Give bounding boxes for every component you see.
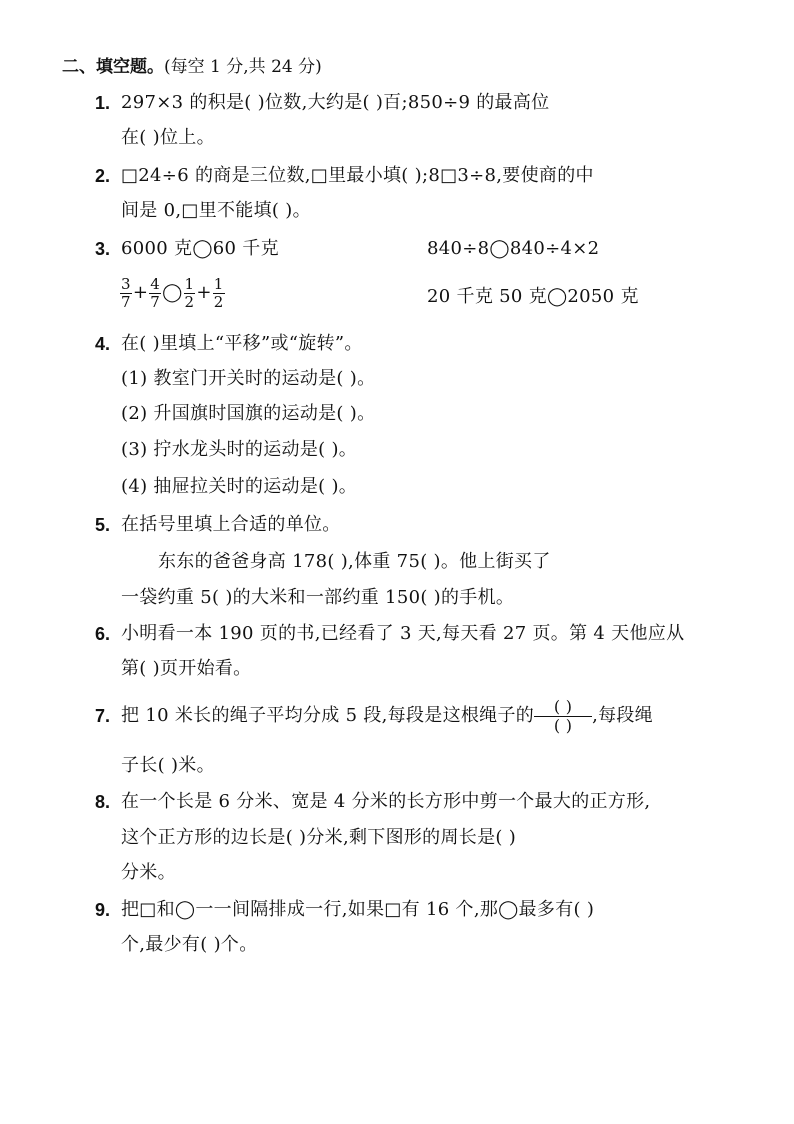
question-8-line-2: 这个正方形的边长是( )分米,剩下图形的周长是( ) [121,827,517,848]
question-number: 4. [95,334,111,354]
question-6-line-1: 小明看一本 190 页的书,已经看了 3 天,每天看 27 页。第 4 天他应从 [121,623,685,644]
question-6-line-2: 第( )页开始看。 [121,658,252,679]
fraction-blank: ( ) ( ) [534,698,592,735]
question-number: 2. [95,166,111,186]
question-3-item-a: 6000 克◯60 千克 [121,238,279,259]
question-3-item-b: 840÷8◯840÷4×2 [427,238,600,259]
question-2-line-2: 间是 0,□里不能填( )。 [121,200,311,221]
question-4-sub-3: (3) 拧水龙头时的运动是( )。 [121,439,358,460]
question-7-line-1: 把 10 米长的绳子平均分成 5 段,每段是这根绳子的 ( ) ( ) ,每段绳 [121,696,653,735]
question-4-sub-2: (2) 升国旗时国旗的运动是( )。 [121,403,376,424]
question-number: 9. [95,900,111,920]
question-1-line-2: 在( )位上。 [121,127,215,148]
question-5-line-1: 在括号里填上合适的单位。 [121,514,341,535]
question-3-item-d: 20 千克 50 克◯2050 克 [427,286,639,307]
section-heading [62,54,322,80]
question-2-line-1: □24÷6 的商是三位数,□里最小填( );8□3÷8,要使商的中 [121,165,594,186]
question-4-sub-4: (4) 抽屉拉关时的运动是( )。 [121,476,358,497]
question-5-line-3: 一袋约重 5( )的大米和一部约重 150( )的手机。 [121,587,515,608]
question-number: 1. [95,93,111,113]
question-5-line-2: 东东的爸爸身高 178( ),体重 75( )。他上街买了 [158,551,551,572]
question-number: 8. [95,792,111,812]
fraction: $\frac{3}{7}$ [121,274,131,311]
question-number: 6. [95,624,111,644]
question-7-line-2: 子长( )米。 [121,755,215,776]
question-9-line-2: 个,最少有( )个。 [121,934,258,955]
section-note: (每空 1 分,共 24 分) [164,57,322,77]
question-number: 5. [95,515,111,535]
question-3-item-c: $\frac{3}{7}$ + $\frac{4}{7}$ ◯ $\frac{1}{2}$ + $\frac{1}{2}$ [121,274,224,311]
fraction: $\frac{4}{7}$ [150,274,161,311]
fraction: $\frac{1}{2}$ [213,274,224,311]
question-number: 7. [95,706,111,726]
question-8-line-3: 分米。 [121,862,176,883]
question-number: 3. [95,239,111,259]
section-title: 二、填空题。 [62,57,164,77]
question-8-line-1: 在一个长是 6 分米、宽是 4 分米的长方形中剪一个最大的正方形, [121,791,651,812]
question-9-line-1: 把□和◯一一间隔排成一行,如果□有 16 个,那◯最多有( ) [121,899,595,920]
fraction: $\frac{1}{2}$ [184,274,195,311]
question-1-line-1: 297×3 的积是( )位数,大约是( )百;850÷9 的最高位 [121,92,550,113]
question-4-sub-1: (1) 教室门开关时的运动是( )。 [121,368,376,389]
question-4-line-1: 在( )里填上“平移”或“旋转”。 [121,333,363,354]
